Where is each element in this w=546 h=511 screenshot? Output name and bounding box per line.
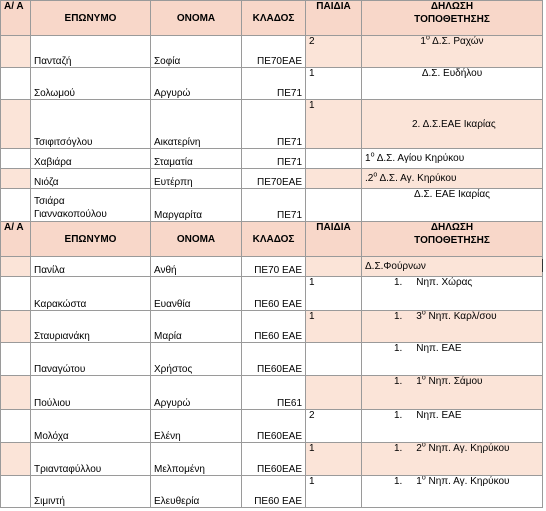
header-paidia: ΠΑΙΔΙΑ — [306, 1, 362, 36]
aa-cell — [1, 376, 31, 410]
dilosi-cell: 2. Δ.Σ.ΕΑΕ Ικαρίας — [362, 100, 543, 149]
aa-cell — [1, 443, 31, 476]
klados-cell: ΠΕ70ΕΑΕ — [242, 36, 306, 68]
klados-cell: ΠΕ60ΕΑΕ — [242, 343, 306, 376]
paidia-cell: 1 — [306, 277, 362, 311]
klados-cell: ΠΕ60 ΕΑΕ — [242, 311, 306, 343]
onoma-cell: Σοφία — [151, 36, 242, 68]
dilosi-cell: Δ.Σ.Φούρνων — [362, 257, 543, 277]
aa-cell — [1, 189, 31, 222]
dilosi-cell: 1. $1^o$ Νηπ. Αγ. Κηρύκου — [362, 476, 543, 508]
paidia-cell: 1 — [306, 100, 362, 149]
paidia-cell: 1 — [306, 443, 362, 476]
header-klados: ΚΛΑΔΟΣ — [242, 1, 306, 36]
onoma-cell: Ευτέρπη — [151, 169, 242, 189]
paidia-cell — [306, 169, 362, 189]
paidia-cell — [306, 376, 362, 410]
paidia-cell — [306, 343, 362, 376]
dilosi-cell: Δ.Σ. ΕΑΕ Ικαρίας — [362, 189, 543, 222]
header-klados: ΚΛΑΔΟΣ — [242, 222, 306, 257]
aa-cell — [1, 169, 31, 189]
aa-cell — [1, 257, 31, 277]
table-row — [1, 443, 543, 476]
paidia-cell — [306, 257, 362, 277]
table-row — [1, 410, 543, 443]
eponymo-cell: Τριανταφύλλου — [31, 443, 151, 476]
eponymo-cell: Πανταζή — [31, 36, 151, 68]
paidia-cell: 1 — [306, 68, 362, 100]
dilosi-cell: 1. Νηπ. ΕΑΕ — [362, 343, 543, 376]
paidia-cell: 2 — [306, 410, 362, 443]
dilosi-cell: 1. Νηπ. Χώρας — [362, 277, 543, 311]
table-row — [1, 149, 543, 169]
klados-cell: ΠΕ70ΕΑΕ — [242, 169, 306, 189]
aa-cell — [1, 410, 31, 443]
onoma-cell: Αργυρώ — [151, 68, 242, 100]
dilosi-cell: 1. $2^o$ Νηπ. Αγ. Κηρύκου — [362, 443, 543, 476]
table-row — [1, 100, 543, 149]
aa-cell — [1, 36, 31, 68]
eponymo-cell: Καρακώστα — [31, 277, 151, 311]
paidia-cell — [306, 149, 362, 169]
header-eponymo: ΕΠΩΝΥΜΟ — [31, 1, 151, 36]
table-row — [1, 257, 543, 277]
header-dilosi: ΔΗΛΩΣΗ ΤΟΠΟΘΕΤΗΣΗΣ — [362, 222, 543, 257]
table-row — [1, 36, 543, 68]
header-dilosi: ΔΗΛΩΣΗ ΤΟΠΟΘΕΤΗΣΗΣ — [362, 1, 543, 36]
dilosi-cell: Δ.Σ. Ευδήλου — [362, 68, 543, 100]
paidia-cell: 1 — [306, 311, 362, 343]
eponymo-cell: Παναγώτου — [31, 343, 151, 376]
table-row — [1, 169, 543, 189]
onoma-cell: Αικατερίνη — [151, 100, 242, 149]
klados-cell: ΠΕ60 ΕΑΕ — [242, 277, 306, 311]
onoma-cell: Ανθή — [151, 257, 242, 277]
eponymo-cell: Σολωμού — [31, 68, 151, 100]
klados-cell: ΠΕ71 — [242, 100, 306, 149]
klados-cell: ΠΕ70 ΕΑΕ — [242, 257, 306, 277]
klados-cell: ΠΕ60 ΕΑΕ — [242, 476, 306, 508]
dilosi-cell: $1^o$ Δ.Σ. Ραχών — [362, 36, 543, 68]
onoma-cell: Χρήστος — [151, 343, 242, 376]
eponymo-cell: Μολόχα — [31, 410, 151, 443]
klados-cell: ΠΕ61 — [242, 376, 306, 410]
dilosi-cell: 1. $3^o$ Νηπ. Καρλ/σου — [362, 311, 543, 343]
onoma-cell: Αργυρώ — [151, 376, 242, 410]
table-row — [1, 476, 543, 508]
aa-cell — [1, 68, 31, 100]
dilosi-cell: $.2^o$ Δ.Σ. Αγ. Κηρύκου — [362, 169, 543, 189]
header-paidia: ΠΑΙΔΙΑ — [306, 222, 362, 257]
klados-cell: ΠΕ60ΕΑΕ — [242, 443, 306, 476]
eponymo-cell: Τσιφιτσόγλου — [31, 100, 151, 149]
dilosi-cell: 1. Νηπ. ΕΑΕ — [362, 410, 543, 443]
eponymo-cell: Πούλιου — [31, 376, 151, 410]
onoma-cell: Μελπομένη — [151, 443, 242, 476]
header-eponymo: ΕΠΩΝΥΜΟ — [31, 222, 151, 257]
eponymo-cell: Τσιάρα Γιαννακοπούλου — [31, 189, 151, 222]
aa-cell — [1, 277, 31, 311]
dilosi-cell: 1. $1^o$ Νηπ. Σάμου — [362, 376, 543, 410]
eponymo-cell: Σταυριανάκη — [31, 311, 151, 343]
header-aa: Α/ Α — [1, 1, 31, 36]
header-aa: Α/ Α — [1, 222, 31, 257]
header-row — [1, 1, 543, 36]
table-row — [1, 189, 543, 222]
onoma-cell: Ευανθία — [151, 277, 242, 311]
onoma-cell: Σταματία — [151, 149, 242, 169]
onoma-cell: Ελευθερία — [151, 476, 242, 508]
header-onoma: ΟΝΟΜΑ — [151, 222, 242, 257]
eponymo-cell: Νιόζα — [31, 169, 151, 189]
klados-cell: ΠΕ71 — [242, 68, 306, 100]
klados-cell: ΠΕ60ΕΑΕ — [242, 410, 306, 443]
paidia-cell: 2 — [306, 36, 362, 68]
onoma-cell: Μαρία — [151, 311, 242, 343]
aa-cell — [1, 476, 31, 508]
paidia-cell: 1 — [306, 476, 362, 508]
aa-cell — [1, 343, 31, 376]
header-row — [1, 222, 543, 257]
aa-cell — [1, 149, 31, 169]
aa-cell — [1, 311, 31, 343]
dilosi-cell: $1^o$ Δ.Σ. Αγίου Κηρύκου — [362, 149, 543, 169]
table-row — [1, 68, 543, 100]
onoma-cell: Μαργαρίτα — [151, 189, 242, 222]
eponymo-cell: Χαβιάρα — [31, 149, 151, 169]
klados-cell: ΠΕ71 — [242, 149, 306, 169]
text-cursor — [542, 259, 543, 272]
eponymo-cell: Πανίλα — [31, 257, 151, 277]
table-row — [1, 277, 543, 311]
header-onoma: ΟΝΟΜΑ — [151, 1, 242, 36]
table-row — [1, 343, 543, 376]
paidia-cell — [306, 189, 362, 222]
aa-cell — [1, 100, 31, 149]
table-row — [1, 376, 543, 410]
onoma-cell: Ελένη — [151, 410, 242, 443]
eponymo-cell: Σιμιντή — [31, 476, 151, 508]
klados-cell: ΠΕ71 — [242, 189, 306, 222]
table-row — [1, 311, 543, 343]
